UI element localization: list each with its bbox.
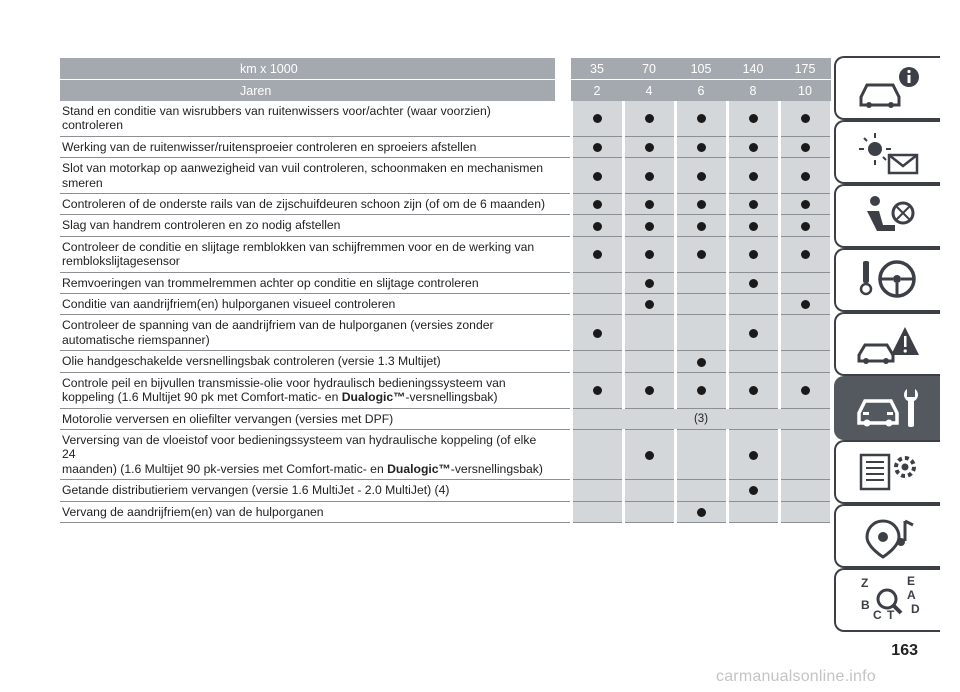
- chapter-tab[interactable]: [834, 312, 940, 376]
- task-text: controleren: [62, 118, 123, 133]
- index-letter: B: [861, 598, 870, 612]
- interval-cell: [623, 351, 675, 372]
- maintenance-schedule-table: [60, 58, 833, 523]
- steering-key-icon: [853, 255, 923, 305]
- interval-cell: [623, 372, 675, 408]
- table-row: [60, 372, 831, 408]
- column-gap: [555, 429, 571, 479]
- car-info-icon: [853, 63, 923, 113]
- column-gap: [555, 236, 571, 272]
- task-description: [60, 194, 555, 215]
- check-dot-icon: [697, 386, 706, 395]
- airbag-seat-icon: [853, 191, 923, 241]
- column-gap: [555, 372, 571, 408]
- interval-cell: [675, 236, 727, 272]
- index-letter: E: [907, 575, 916, 588]
- interval-cell: [623, 315, 675, 351]
- check-dot-icon: [593, 250, 602, 259]
- task-text: Slag van handrem controleren en zo nodig afstellen: [62, 218, 341, 233]
- check-dot-icon: [749, 451, 758, 460]
- check-dot-icon: [697, 114, 706, 123]
- task-description: [60, 136, 555, 157]
- interval-cell: [623, 101, 675, 136]
- check-dot-icon: [697, 200, 706, 209]
- interval-cell: [571, 101, 623, 136]
- table-row: [60, 501, 831, 522]
- interval-cell: [727, 294, 779, 315]
- interval-cell: [623, 480, 675, 501]
- column-gap: [555, 501, 571, 522]
- column-gap: [555, 136, 571, 157]
- check-dot-icon: [593, 200, 602, 209]
- interval-cell: [727, 315, 779, 351]
- table-row: [60, 101, 831, 136]
- interval-cell: [727, 158, 779, 194]
- interval-cell: [779, 158, 831, 194]
- check-dot-icon: [749, 486, 758, 495]
- task-text: remblokslijtagesensor: [62, 254, 180, 269]
- table-row: [60, 158, 831, 194]
- task-text: Verversing van de vloeistof voor bedieningssysteem van hydraulische koppeling (of elke 24: [62, 432, 537, 462]
- interval-cell: [779, 136, 831, 157]
- interval-cell: [727, 215, 779, 236]
- header-gap: [555, 58, 571, 80]
- task-text: -versnellingsbak): [450, 461, 543, 476]
- interval-cell: [571, 429, 623, 479]
- interval-cell: [675, 480, 727, 501]
- task-description: [60, 480, 555, 501]
- column-gap: [555, 351, 571, 372]
- interval-cell: [571, 351, 623, 372]
- interval-cell: [779, 215, 831, 236]
- task-text: -versnellingsbak): [405, 390, 498, 405]
- header-year-cell: 2: [571, 80, 623, 102]
- check-dot-icon: [593, 329, 602, 338]
- chapter-tab[interactable]: [834, 440, 940, 504]
- interval-cell: [675, 272, 727, 293]
- task-text: smeren: [62, 175, 103, 190]
- check-dot-icon: [645, 451, 654, 460]
- chapter-tab[interactable]: [834, 120, 940, 184]
- task-description: [60, 351, 555, 372]
- task-description: [60, 215, 555, 236]
- check-dot-icon: [697, 172, 706, 181]
- header-km-cell: 105: [675, 58, 727, 80]
- interval-cell: [675, 136, 727, 157]
- sun-envelope-icon: [853, 127, 923, 177]
- car-wrench-icon: [853, 383, 923, 433]
- interval-cell: [623, 236, 675, 272]
- brand-name: Dualogic™: [341, 390, 406, 405]
- interval-cell: [675, 372, 727, 408]
- column-gap: [555, 480, 571, 501]
- header-year-cell: 6: [675, 80, 727, 102]
- check-dot-icon: [749, 386, 758, 395]
- table-row: [60, 351, 831, 372]
- task-text: Stand en conditie van wisrubbers van ruitenwissers voor/achter (waar voorzien): [62, 104, 491, 118]
- header-year-cell: 8: [727, 80, 779, 102]
- interval-cell: [779, 272, 831, 293]
- check-dot-icon: [593, 114, 602, 123]
- interval-cell: [623, 272, 675, 293]
- interval-cell: [623, 215, 675, 236]
- check-dot-icon: [801, 114, 810, 123]
- chapter-tab[interactable]: [834, 56, 940, 120]
- interval-cell: [571, 372, 623, 408]
- index-letter: Z: [861, 576, 869, 590]
- index-letter: D: [911, 602, 920, 616]
- task-description: [60, 101, 555, 136]
- task-text: Getande distributieriem vervangen (versie 1.6 MultiJet - 2.0 MultiJet) (4): [62, 483, 450, 498]
- interval-cell: [571, 215, 623, 236]
- interval-cell: [571, 294, 623, 315]
- check-dot-icon: [645, 143, 654, 152]
- interval-cell: [727, 429, 779, 479]
- interval-cell: [779, 372, 831, 408]
- header-row-years: [60, 80, 831, 102]
- check-dot-icon: [645, 279, 654, 288]
- index-letter: A: [907, 588, 916, 602]
- table-row: [60, 215, 831, 236]
- check-dot-icon: [749, 114, 758, 123]
- check-dot-icon: [749, 329, 758, 338]
- brand-name: Dualogic™: [387, 461, 451, 476]
- interval-cell: [779, 236, 831, 272]
- check-dot-icon: [645, 386, 654, 395]
- interval-cell: [675, 351, 727, 372]
- table-row: [60, 408, 831, 429]
- interval-cell: [727, 236, 779, 272]
- table-row: [60, 272, 831, 293]
- table-row: [60, 136, 831, 157]
- interval-cell: [779, 429, 831, 479]
- interval-cell: [623, 158, 675, 194]
- interval-cell: [675, 158, 727, 194]
- task-text: Werking van de ruitenwisser/ruitensproeier controleren en sproeiers afstellen: [62, 139, 477, 154]
- list-gear-icon: [853, 447, 923, 497]
- check-dot-icon: [801, 250, 810, 259]
- car-warning-icon: [853, 319, 923, 369]
- interval-cell: [779, 194, 831, 215]
- task-description: [60, 408, 555, 429]
- interval-cell: [727, 351, 779, 372]
- task-text: Controleren of de onderste rails van de zijschuifdeuren schoon zijn (of om de 6 maanden): [62, 197, 546, 212]
- task-description: [60, 294, 555, 315]
- interval-cell: [571, 501, 623, 522]
- chapter-tab[interactable]: [834, 504, 940, 568]
- interval-cell: [571, 136, 623, 157]
- header-km-cell: 70: [623, 58, 675, 80]
- check-dot-icon: [697, 508, 706, 517]
- task-text: koppeling (1.6 Multijet 90 pk met Comfort-matic- en: [62, 390, 342, 405]
- interval-cell: [623, 429, 675, 479]
- interval-cell: [675, 315, 727, 351]
- check-dot-icon: [645, 172, 654, 181]
- check-dot-icon: [749, 250, 758, 259]
- column-gap: [555, 315, 571, 351]
- task-text: Conditie van aandrijfriem(en) hulporganen visueel controleren: [62, 297, 396, 312]
- table-row: [60, 480, 831, 501]
- check-dot-icon: [801, 386, 810, 395]
- interval-cell: [779, 501, 831, 522]
- interval-cell: [779, 294, 831, 315]
- header-km-label: km x 1000: [60, 58, 555, 80]
- task-description: [60, 429, 555, 479]
- interval-cell: [675, 294, 727, 315]
- task-description: [60, 372, 555, 408]
- task-text: Slot van motorkap op aanwezigheid van vuil controleren, schoonmaken en mechanismen: [62, 161, 544, 176]
- page-number: 163: [891, 642, 918, 659]
- column-gap: [555, 101, 571, 136]
- interval-cell: [779, 480, 831, 501]
- interval-cell: [779, 315, 831, 351]
- task-text: Motorolie verversen en oliefilter vervangen (versies met DPF): [62, 411, 394, 426]
- column-gap: [555, 294, 571, 315]
- task-text: Controleer de spanning van de aandrijfriem van de hulporganen (versies zonder: [62, 318, 494, 333]
- interval-cell: [779, 351, 831, 372]
- interval-cell: [571, 158, 623, 194]
- index-search-icon: [853, 575, 923, 625]
- index-letter: T: [887, 608, 895, 622]
- index-letter: C: [873, 608, 882, 622]
- table-row: [60, 429, 831, 479]
- check-dot-icon: [593, 222, 602, 231]
- watermark: carmanualsonline.info: [716, 668, 876, 685]
- interval-cell: [623, 294, 675, 315]
- column-gap: [555, 158, 571, 194]
- check-dot-icon: [645, 250, 654, 259]
- check-dot-icon: [645, 300, 654, 309]
- interval-cell: [779, 101, 831, 136]
- check-dot-icon: [801, 200, 810, 209]
- check-dot-icon: [749, 172, 758, 181]
- task-text: Controle peil en bijvullen transmissie-olie voor hydraulisch bedieningssysteem van: [62, 375, 506, 390]
- header-year-cell: 4: [623, 80, 675, 102]
- task-description: [60, 272, 555, 293]
- header-km-cell: 140: [727, 58, 779, 80]
- column-gap: [555, 272, 571, 293]
- check-dot-icon: [749, 200, 758, 209]
- interval-cell: [675, 501, 727, 522]
- task-description: [60, 158, 555, 194]
- task-description: [60, 501, 555, 522]
- check-dot-icon: [801, 143, 810, 152]
- check-dot-icon: [645, 222, 654, 231]
- check-dot-icon: [749, 279, 758, 288]
- table-row: [60, 236, 831, 272]
- interval-cell: [571, 315, 623, 351]
- check-dot-icon: [645, 114, 654, 123]
- interval-cell: [727, 480, 779, 501]
- chapter-tab[interactable]: [834, 184, 940, 248]
- check-dot-icon: [697, 143, 706, 152]
- interval-cell: [571, 272, 623, 293]
- check-dot-icon: [801, 300, 810, 309]
- check-dot-icon: [593, 386, 602, 395]
- interval-cell: [727, 272, 779, 293]
- chapter-tab[interactable]: [834, 376, 940, 440]
- task-text: Controleer de conditie en slijtage remblokken van schijfremmen voor en de werking van: [62, 239, 535, 254]
- interval-cell: [623, 136, 675, 157]
- column-gap: [555, 408, 571, 429]
- interval-cell: [727, 501, 779, 522]
- task-description: [60, 236, 555, 272]
- check-dot-icon: [697, 358, 706, 367]
- check-dot-icon: [645, 200, 654, 209]
- interval-cell: [571, 480, 623, 501]
- chapter-tab[interactable]: [834, 248, 940, 312]
- task-text: automatische riemspanner): [62, 332, 210, 347]
- table-row: [60, 294, 831, 315]
- header-year-cell: 10: [779, 80, 831, 102]
- interval-cell: [571, 236, 623, 272]
- merged-note-cell: (3): [571, 408, 831, 429]
- check-dot-icon: [697, 222, 706, 231]
- interval-cell: [571, 194, 623, 215]
- interval-cell: [623, 501, 675, 522]
- check-dot-icon: [697, 250, 706, 259]
- interval-cell: [727, 194, 779, 215]
- interval-cell: [675, 429, 727, 479]
- header-row-km: [60, 58, 831, 80]
- task-text: Vervang de aandrijfriem(en) van de hulporganen: [62, 504, 324, 519]
- task-text: Remvoeringen van trommelremmen achter op conditie en slijtage controleren: [62, 275, 479, 290]
- header-km-cell: 175: [779, 58, 831, 80]
- interval-cell: [675, 194, 727, 215]
- task-text: maanden) (1.6 Multijet 90 pk-versies met Comfort-matic- en: [62, 461, 388, 476]
- media-location-icon: [853, 511, 923, 561]
- header-years-label: Jaren: [60, 80, 555, 102]
- header-gap: [555, 80, 571, 102]
- table-row: [60, 194, 831, 215]
- column-gap: [555, 215, 571, 236]
- interval-cell: [727, 101, 779, 136]
- interval-cell: [675, 215, 727, 236]
- check-dot-icon: [801, 222, 810, 231]
- check-dot-icon: [593, 172, 602, 181]
- interval-cell: [727, 136, 779, 157]
- interval-cell: [675, 101, 727, 136]
- table-row: [60, 315, 831, 351]
- chapter-tab[interactable]: [834, 568, 940, 632]
- task-description: [60, 315, 555, 351]
- check-dot-icon: [593, 143, 602, 152]
- task-text: Olie handgeschakelde versnellingsbak controleren (versie 1.3 Multijet): [62, 354, 441, 369]
- header-km-cell: 35: [571, 58, 623, 80]
- check-dot-icon: [749, 222, 758, 231]
- check-dot-icon: [749, 143, 758, 152]
- interval-cell: [727, 372, 779, 408]
- column-gap: [555, 194, 571, 215]
- check-dot-icon: [801, 172, 810, 181]
- interval-cell: [623, 194, 675, 215]
